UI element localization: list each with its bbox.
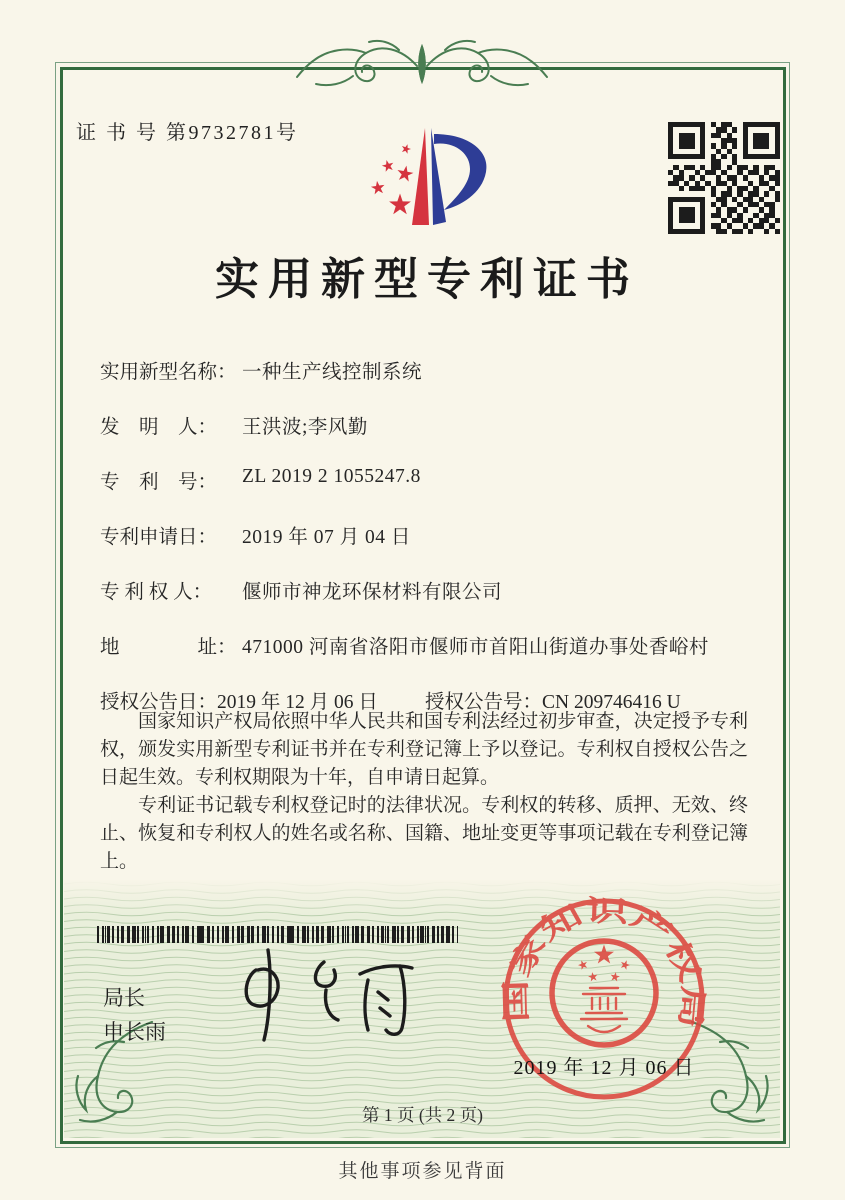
field-label: 发 明 人：: [100, 417, 218, 438]
back-side-note: 其他事项参见背面: [338, 1161, 507, 1182]
legal-text: [100, 708, 748, 876]
field-label: 授权公告号：: [425, 692, 543, 713]
field-label: 专利申请日：: [100, 527, 218, 548]
signer-name: 申长雨: [103, 1021, 166, 1044]
field-value: CN 209746416 U: [542, 692, 681, 713]
field-label: 实用新型名称：: [100, 362, 237, 383]
field-list: [100, 356, 760, 726]
page-number: 第 1 页 (共 2 页): [361, 1105, 484, 1125]
field-value: 一种生产线控制系统: [242, 362, 423, 383]
paragraph-register-statement: 专利证书记载专利权登记时的法律状况。专利权的转移、质押、无效、终止、恢复和专利权人的姓名或名称、国籍、地址变更等事项记载在专利登记簿上。: [100, 795, 748, 872]
seal-arc-text: 国家知识产权局: [500, 895, 709, 1023]
certificate-title: 实用新型专利证书: [215, 255, 639, 304]
field-label: 授权公告日：: [100, 692, 218, 713]
field-value: 2019 年 07 月 04 日: [242, 527, 411, 548]
field-row-filing-date: [100, 521, 760, 576]
field-row-patentee: [100, 576, 760, 631]
field-row-patent-number: [100, 466, 760, 521]
svg-text:国家知识产权局: [499, 894, 708, 1029]
field-label: 专 利 号：: [100, 472, 218, 493]
top-scroll-ornament-icon: [295, 34, 550, 94]
signer-title: 局长: [103, 987, 145, 1010]
field-row-invention-name: [100, 356, 760, 411]
cnipa-logo-icon: [348, 122, 513, 234]
field-value: 2019 年 12 月 06 日: [217, 692, 378, 713]
field-row-inventors: [100, 411, 760, 466]
barcode: [97, 926, 458, 943]
seal-date: 2019 年 12 月 06 日: [513, 1057, 695, 1079]
field-value: 王洪波;李风勤: [242, 417, 368, 438]
field-row-address: [100, 631, 760, 686]
field-label: 专 利 权 人：: [100, 582, 213, 603]
national-emblem-icon: [552, 941, 656, 1045]
qr-code: [668, 122, 780, 234]
certificate-number: 证 书 号 第9732781号: [76, 122, 299, 144]
signature-icon: [228, 946, 423, 1046]
field-label: 地 址：: [100, 637, 237, 658]
field-value: 偃师市神龙环保材料有限公司: [242, 582, 503, 603]
field-value: ZL 2019 2 1055247.8: [242, 466, 421, 487]
field-value: 471000 河南省洛阳市偃师市首阳山街道办事处香峪村: [242, 637, 709, 658]
paragraph-grant-statement: 国家知识产权局依照中华人民共和国专利法经过初步审查，决定授予专利权，颁发实用新型专利证书并在专利登记簿上予以登记。专利权自授权公告之日起生效。专利权期限为十年，自申请日起算。: [100, 711, 748, 788]
